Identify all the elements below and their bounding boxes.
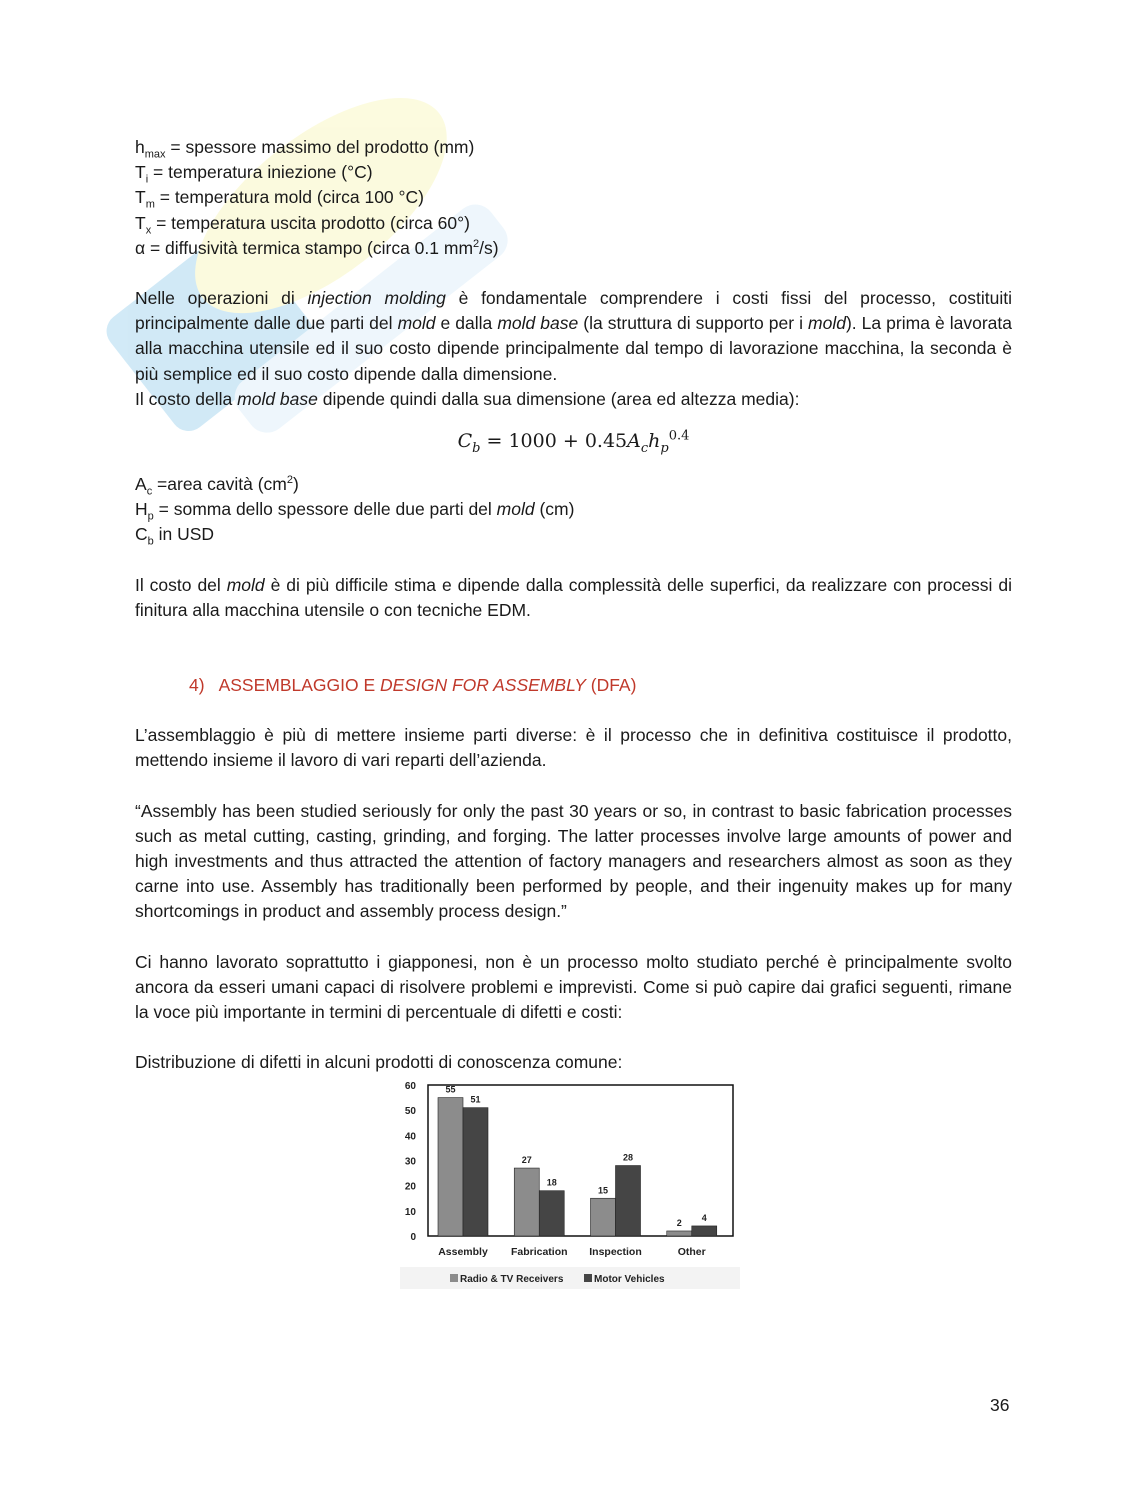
bar-value-label: 28 — [622, 1153, 634, 1164]
legend-swatch — [584, 1274, 592, 1282]
legend-swatch — [450, 1274, 458, 1282]
def-hp: $H_p$ = somma dello spessore delle due parti del mold (cm) — [135, 499, 575, 523]
x-category-label: Assembly — [438, 1246, 488, 1259]
paragraph-assembly-intro: L’assemblaggio è più di mettere insieme parti diverse: è il processo che in definitiva costituisce il prodotto, mettendo insieme il lavoro di vari reparti dell’azienda. — [135, 725, 1012, 771]
formula-mold-base-cost: $C_b = 1000 + 0.45A_ch_p^{0.4}$ — [457, 428, 690, 456]
bar-value-label: 4 — [701, 1213, 707, 1224]
def-hmax: $h_{max}$ = spessore massimo del prodotto (mm) — [135, 137, 475, 161]
section-heading-dfa: 4) ASSEMBLAGGIO E DESIGN FOR ASSEMBLY (DFA) — [189, 675, 637, 696]
paragraph-japanese: Ci hanno lavorato soprattutto i giapponesi, non è un processo molto studiato perché è principalmente svolto ancora da esseri umani capaci di risolvere problemi e imprevisti. Come si può capire dai grafici seguenti, rimane la voce più importante in termini di percentuale di difetti e costi: — [135, 951, 1012, 1023]
def-cb: $C_b$ in USD — [135, 524, 215, 548]
legend-label: Radio & TV Receivers — [460, 1274, 564, 1286]
bar — [463, 1108, 488, 1236]
bar — [539, 1191, 564, 1236]
y-tick-label: 0 — [410, 1232, 416, 1244]
legend-label: Motor Vehicles — [594, 1274, 665, 1286]
quote-assembly: “Assembly has been studied seriously for only the past 30 years or so, in contrast to basic fabrication processes such as metal cutting, casting, grinding, and forging. The latter processes involve large amounts of power and high investments and thus attracted the attention of factory managers and researchers almost as soon as they carne into use. Assembly has traditionally been performed by people, and their ingenuity makes up for many shortcomings in product and assembly process design.” — [135, 800, 1012, 922]
page-content — [135, 135, 1012, 1293]
bar-value-label: 55 — [445, 1085, 456, 1096]
bar — [692, 1226, 717, 1236]
paragraph-injection-molding: Nelle operazioni di injection molding è fondamentale comprendere i costi fissi del processo, costituiti principalmente dalle due parti del mold e dalla mold base (la struttura di supporto per i mold). La prima è lavorata alla macchina utensile ed il suo costo dipende principalmente dal tempo di lavorazione macchina, la seconda è più semplice ed il suo costo dipende dalla dimensione. — [135, 288, 1013, 384]
y-tick-label: 50 — [404, 1106, 416, 1118]
x-category-label: Other — [677, 1246, 706, 1259]
bar-value-label: 15 — [597, 1185, 609, 1196]
def-alpha: α = diffusività termica stampo (circa 0.1 $mm^2/s$) — [135, 237, 499, 258]
y-tick-label: 30 — [404, 1156, 416, 1168]
y-tick-label: 10 — [404, 1207, 416, 1219]
paragraph-mold-base-cost: Il costo della mold base dipende quindi dalla sua dimensione (area ed altezza media): — [135, 388, 800, 409]
def-tm: $T_m$ = temperatura mold (circa 100 °C) — [135, 187, 424, 211]
y-tick-label: 60 — [404, 1081, 416, 1093]
bar — [591, 1199, 616, 1237]
bar — [438, 1098, 463, 1236]
y-tick-label: 40 — [404, 1131, 416, 1143]
def-tx: $T_x$ = temperatura uscita prodotto (circa 60°) — [135, 212, 470, 237]
y-tick-label: 20 — [404, 1182, 416, 1194]
defects-chart — [400, 1081, 740, 1293]
def-ti: $T_i$ = temperatura iniezione (°C) — [135, 162, 373, 186]
x-category-label: Fabrication — [510, 1246, 568, 1259]
chart-caption: Distribuzione di difetti in alcuni prodotti di conoscenza comune: — [135, 1052, 623, 1073]
bar — [514, 1169, 539, 1237]
bar-value-label: 51 — [470, 1095, 481, 1106]
paragraph-mold-cost: Il costo del mold è di più difficile stima e dipende dalla complessità delle superfici, da realizzare con processi di finitura alla macchina utensile o con tecniche EDM. — [135, 574, 1012, 620]
bar — [616, 1166, 641, 1236]
page-number: 36 — [990, 1395, 1010, 1415]
def-ac: $A_c$ =area cavità $(cm^2)$ — [135, 474, 299, 498]
bar-value-label: 27 — [521, 1155, 532, 1166]
x-category-label: Inspection — [589, 1246, 642, 1259]
bar-value-label: 18 — [546, 1178, 557, 1189]
bar — [667, 1231, 692, 1236]
bar-value-label: 2 — [676, 1218, 682, 1229]
defects-bar-chart — [400, 1081, 740, 1293]
